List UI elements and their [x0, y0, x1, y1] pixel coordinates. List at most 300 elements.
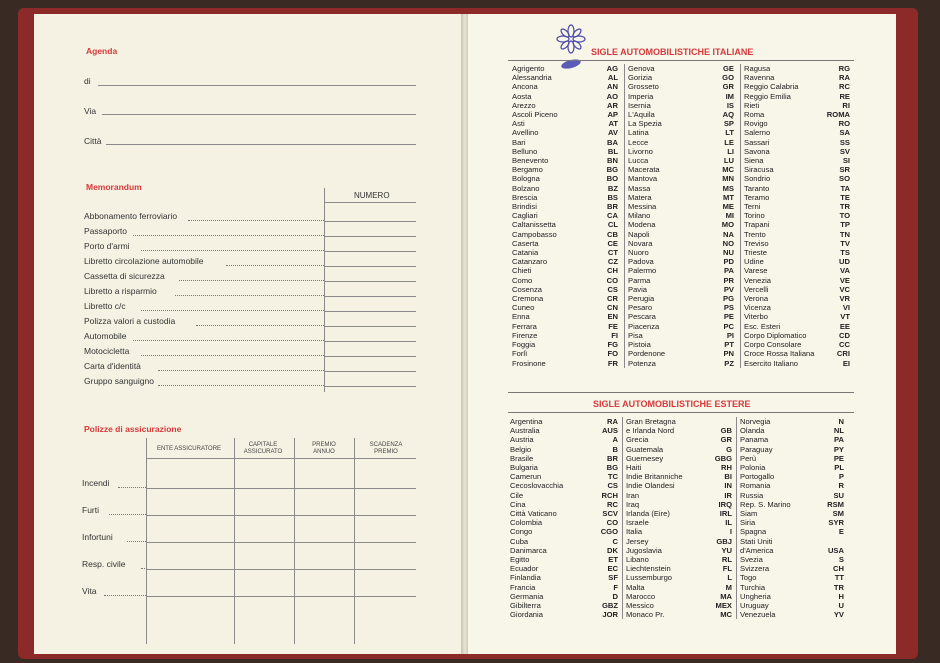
plate-code: GR	[720, 435, 732, 445]
code-row	[626, 555, 732, 564]
memorandum-dots	[179, 280, 324, 281]
col-capitale-line1: CAPITALE	[248, 442, 278, 448]
plate-code: YV	[833, 610, 844, 620]
code-row	[744, 322, 850, 331]
place-name: Massa	[628, 183, 651, 193]
code-row	[744, 239, 850, 248]
code-row	[512, 73, 618, 82]
plate-code: IS	[726, 100, 734, 110]
col-scadenza	[356, 442, 416, 456]
place-name: Ancona	[512, 82, 538, 92]
agenda-title: Agenda	[86, 46, 118, 56]
code-row	[740, 417, 844, 426]
code-row	[512, 312, 618, 321]
code-row	[626, 583, 732, 592]
place-name: Sondrio	[744, 174, 771, 184]
plate-code: PI	[726, 330, 734, 340]
code-row	[744, 165, 850, 174]
place-name: Ferrara	[512, 321, 537, 331]
plate-code: C	[612, 536, 618, 546]
polizza-row-line[interactable]	[146, 542, 416, 543]
place-name: Salerno	[744, 128, 771, 138]
place-name: Corpo Diplomatico	[744, 330, 807, 340]
code-row	[740, 573, 844, 582]
plate-code: USA	[827, 545, 844, 555]
place-name: Brescia	[512, 192, 538, 202]
plate-code: LI	[727, 146, 734, 156]
place-name: Italia	[626, 527, 643, 537]
code-row	[510, 435, 618, 444]
italiane-top-line	[508, 60, 854, 61]
place-name: Germania	[510, 591, 544, 601]
place-name: Cuneo	[512, 303, 535, 313]
code-row	[512, 110, 618, 119]
code-row	[512, 349, 618, 358]
memorandum-item: Abbonamento ferroviario	[84, 211, 178, 221]
plate-code: PT	[724, 340, 734, 350]
plate-code: SYR	[828, 518, 844, 528]
agenda-line-di[interactable]	[98, 85, 416, 86]
plate-code: ME	[722, 202, 734, 212]
plate-code: IN	[724, 481, 732, 491]
memorandum-number-line[interactable]	[324, 341, 416, 342]
plate-code: AP	[607, 110, 618, 120]
plate-code: NL	[833, 426, 844, 436]
place-name: Arezzo	[512, 100, 536, 110]
place-name: Panama	[740, 435, 769, 445]
place-name: Australia	[510, 426, 540, 436]
polizza-row-label: Furti	[82, 505, 99, 515]
code-row	[740, 472, 844, 481]
place-name: Novara	[628, 238, 653, 248]
code-row	[512, 64, 618, 73]
memorandum-dots	[141, 250, 324, 251]
plate-code: TC	[607, 472, 618, 482]
col-ente: ENTE ASSICURATORE	[156, 446, 222, 452]
estere-column	[510, 417, 618, 619]
code-row	[628, 266, 734, 275]
plate-code: GBJ	[716, 536, 732, 546]
code-row	[628, 248, 734, 257]
plate-code: TE	[840, 192, 850, 202]
code-row	[744, 64, 850, 73]
plate-code: PA	[724, 266, 734, 276]
plate-code: CGO	[600, 527, 618, 537]
memorandum-number-line[interactable]	[324, 266, 416, 267]
place-name: Ragusa	[744, 64, 771, 73]
code-row	[512, 322, 618, 331]
code-row	[626, 518, 732, 527]
plate-code: EI	[842, 358, 850, 368]
place-name: Grosseto	[628, 82, 659, 92]
numero-header: NUMERO	[354, 191, 390, 200]
code-row	[626, 435, 732, 444]
place-name: Iran	[626, 490, 640, 500]
plate-code: PY	[833, 444, 844, 454]
place-name: Venezuela	[740, 610, 776, 620]
plate-code: IRQ	[718, 499, 732, 509]
code-row	[510, 518, 618, 527]
memorandum-number-line[interactable]	[324, 251, 416, 252]
polizza-row-dots	[109, 514, 146, 515]
estere-top-line	[508, 412, 854, 413]
place-name: Napoli	[628, 229, 650, 239]
place-name: Città Vaticano	[510, 509, 557, 519]
code-row	[512, 92, 618, 101]
plate-code: S	[838, 555, 844, 565]
memorandum-number-line[interactable]	[324, 356, 416, 357]
plate-code: BZ	[607, 183, 618, 193]
plate-code: AUS	[601, 426, 618, 436]
plate-code: PV	[723, 284, 734, 294]
plate-code: AQ	[722, 110, 734, 120]
plate-code: BI	[724, 472, 732, 482]
place-name: Trapani	[744, 220, 770, 230]
place-name: Lussemburgo	[626, 573, 673, 583]
place-name: Torino	[744, 211, 765, 221]
plate-code: ET	[608, 555, 618, 565]
place-name: Avellino	[512, 128, 539, 138]
plate-code: FO	[607, 349, 618, 359]
polizza-row-label: Resp. civile	[82, 559, 126, 569]
code-row	[626, 546, 732, 555]
place-name: Brindisi	[512, 202, 537, 212]
place-name: Forlì	[512, 349, 528, 359]
col-premio-line2: ANNUO	[313, 449, 335, 455]
code-row	[744, 193, 850, 202]
place-name: Liechtenstein	[626, 564, 671, 574]
place-name: Parma	[628, 275, 651, 285]
code-row	[512, 230, 618, 239]
plate-code: PD	[723, 257, 734, 267]
plate-code: CS	[607, 481, 618, 491]
plate-code: I	[729, 527, 732, 537]
code-row	[628, 202, 734, 211]
polizza-row-dots	[104, 595, 146, 596]
plate-code: RL	[721, 555, 732, 565]
code-row	[510, 527, 618, 536]
code-row	[626, 491, 732, 500]
plate-code: VE	[839, 275, 850, 285]
polizze-header-line	[146, 458, 416, 459]
code-row	[626, 481, 732, 490]
code-row	[744, 340, 850, 349]
plate-code: BG	[606, 463, 618, 473]
place-name: Togo	[740, 573, 757, 583]
place-name: Pavia	[628, 284, 647, 294]
code-row	[744, 184, 850, 193]
code-row	[512, 101, 618, 110]
place-name: Rovigo	[744, 119, 768, 129]
code-row	[510, 445, 618, 454]
code-row	[512, 156, 618, 165]
code-row	[628, 220, 734, 229]
code-row	[744, 359, 850, 368]
code-row	[626, 454, 732, 463]
place-name: Mantova	[628, 174, 658, 184]
code-row	[744, 331, 850, 340]
plate-code: D	[612, 591, 618, 601]
place-name: Bergamo	[512, 165, 543, 175]
code-row	[626, 573, 732, 582]
place-name: Belgio	[510, 444, 532, 454]
code-row	[628, 110, 734, 119]
plate-code: TS	[840, 248, 850, 258]
plate-code: SS	[839, 137, 850, 147]
agenda-line-citta[interactable]	[106, 144, 416, 145]
plate-code: VT	[840, 312, 850, 322]
estere-title: SIGLE AUTOMOBILISTICHE ESTERE	[593, 399, 751, 409]
place-name: Norvegia	[740, 417, 771, 426]
code-row	[512, 276, 618, 285]
place-name: Vercelli	[744, 284, 769, 294]
plate-code: CA	[607, 211, 618, 221]
place-name: Messico	[626, 601, 654, 611]
agenda-line-via[interactable]	[102, 114, 416, 115]
plate-code: MS	[722, 183, 734, 193]
place-name: Taranto	[744, 183, 770, 193]
place-name: Varese	[744, 266, 768, 276]
place-name: Latina	[628, 128, 649, 138]
place-name: Campobasso	[512, 229, 557, 239]
place-name: Gibilterra	[510, 601, 541, 611]
plate-code: IM	[725, 91, 734, 101]
code-row	[744, 92, 850, 101]
memorandum-number-line[interactable]	[324, 371, 416, 372]
code-row	[744, 276, 850, 285]
plate-code: SU	[833, 490, 844, 500]
plate-code: RA	[607, 417, 618, 426]
memorandum-title: Memorandum	[86, 182, 142, 192]
code-row	[744, 349, 850, 358]
polizza-row-line[interactable]	[146, 515, 416, 516]
code-row	[628, 193, 734, 202]
code-row	[510, 537, 618, 546]
code-row	[510, 555, 618, 564]
place-name: Sassari	[744, 137, 770, 147]
code-row	[626, 592, 732, 601]
place-name: Indie Britanniche	[626, 472, 683, 482]
code-row	[510, 583, 618, 592]
code-row	[512, 119, 618, 128]
plate-code: MC	[720, 610, 732, 620]
polizze-vline-3	[294, 438, 295, 644]
polizze-vline-4	[354, 438, 355, 644]
place-name: Malta	[626, 582, 645, 592]
col-premio-line1: PREMIO	[312, 442, 336, 448]
memorandum-number-line[interactable]	[324, 296, 416, 297]
place-name: Cosenza	[512, 284, 542, 294]
polizza-row-line[interactable]	[146, 596, 416, 597]
plate-code: MA	[720, 591, 732, 601]
place-name: Piacenza	[628, 321, 660, 331]
place-name: Firenze	[512, 330, 538, 340]
plate-code: TR	[839, 202, 850, 212]
plate-code: MI	[725, 211, 734, 221]
plate-code: BR	[607, 453, 618, 463]
memorandum-item: Libretto c/c	[84, 301, 126, 311]
place-name: Guernesey	[626, 453, 664, 463]
code-row	[740, 491, 844, 500]
code-row	[512, 294, 618, 303]
code-row	[510, 491, 618, 500]
code-row	[744, 220, 850, 229]
code-row	[626, 500, 732, 509]
plate-code: TT	[834, 573, 844, 583]
plate-code: EC	[607, 564, 618, 574]
place-name: Romania	[740, 481, 771, 491]
plate-code: CO	[606, 518, 618, 528]
plate-code: RSM	[827, 499, 844, 509]
polizza-row-line[interactable]	[146, 488, 416, 489]
code-row	[740, 426, 844, 435]
code-row	[510, 610, 618, 619]
plate-code: PE	[723, 312, 734, 322]
code-row	[510, 509, 618, 518]
place-name: Egitto	[510, 555, 530, 565]
agenda-field-di: di	[84, 76, 91, 86]
code-row	[628, 147, 734, 156]
place-name: Iraq	[626, 499, 640, 509]
code-row	[626, 527, 732, 536]
memorandum-item: Libretto circolazione automobile	[84, 256, 204, 266]
plate-code: RI	[842, 100, 850, 110]
plate-code: PL	[834, 463, 844, 473]
code-row	[512, 220, 618, 229]
plate-code: MN	[722, 174, 734, 184]
code-row	[512, 359, 618, 368]
place-name: Pesaro	[628, 303, 653, 313]
place-name: Israele	[626, 518, 649, 528]
place-name: Finlandia	[510, 573, 541, 583]
plate-code: SM	[832, 509, 844, 519]
code-row	[510, 564, 618, 573]
memorandum-number-line[interactable]	[324, 311, 416, 312]
plate-code: P	[838, 472, 844, 482]
code-row	[740, 610, 844, 619]
place-name: Roma	[744, 110, 765, 120]
place-name: Teramo	[744, 192, 770, 202]
code-row	[628, 257, 734, 266]
place-name: Pordenone	[628, 349, 666, 359]
place-name: Uruguay	[740, 601, 769, 611]
code-row	[628, 184, 734, 193]
place-name: Caserta	[512, 238, 539, 248]
code-row	[740, 454, 844, 463]
italiane-column-divider	[624, 64, 625, 368]
plate-code: BL	[607, 146, 618, 156]
place-name: Giordania	[510, 610, 543, 620]
place-name: Bari	[512, 137, 526, 147]
code-row	[628, 165, 734, 174]
plate-code: SF	[608, 573, 618, 583]
code-row	[628, 359, 734, 368]
plate-code: CR	[607, 294, 618, 304]
section-divider	[508, 392, 854, 393]
plate-code: LT	[725, 128, 734, 138]
code-row	[510, 472, 618, 481]
left-page	[34, 14, 462, 654]
plate-code: TP	[840, 220, 850, 230]
code-row	[744, 147, 850, 156]
plate-code: JOR	[602, 610, 618, 620]
code-row	[744, 82, 850, 91]
place-name: Lecce	[628, 137, 649, 147]
place-name: Siena	[744, 156, 764, 166]
memorandum-number-line[interactable]	[324, 221, 416, 222]
italiane-column-divider	[740, 64, 741, 368]
code-row	[628, 101, 734, 110]
place-name: Modena	[628, 220, 656, 230]
plate-code: GR	[722, 82, 734, 92]
code-row	[512, 303, 618, 312]
plate-code: AV	[608, 128, 618, 138]
place-name: Frosinone	[512, 358, 546, 368]
place-name: Udine	[744, 257, 764, 267]
memorandum-number-line[interactable]	[324, 326, 416, 327]
place-name: Nuoro	[628, 248, 649, 258]
plate-code: VI	[842, 303, 850, 313]
place-name: Cile	[510, 490, 524, 500]
plate-code: IL	[725, 518, 732, 528]
plate-code: CO	[606, 275, 618, 285]
code-row	[744, 230, 850, 239]
plate-code: MO	[721, 220, 734, 230]
numero-column-divider	[324, 188, 325, 392]
place-name: Austria	[510, 435, 534, 445]
place-name: Caltanissetta	[512, 220, 556, 230]
place-name: Cremona	[512, 294, 544, 304]
place-name: Guatemala	[626, 444, 664, 454]
code-row	[744, 73, 850, 82]
code-row	[744, 174, 850, 183]
code-row	[740, 481, 844, 490]
estere-column-divider	[736, 417, 737, 619]
code-row	[512, 285, 618, 294]
memorandum-number-line[interactable]	[324, 386, 416, 387]
code-row	[512, 174, 618, 183]
code-row	[512, 239, 618, 248]
place-name: Alessandria	[512, 73, 552, 83]
plate-code: CN	[607, 303, 618, 313]
code-row	[628, 294, 734, 303]
right-page	[468, 14, 896, 654]
code-row	[740, 555, 844, 564]
code-row	[740, 527, 844, 536]
code-row	[628, 285, 734, 294]
memorandum-dots	[158, 370, 324, 371]
polizza-row-dots	[118, 487, 146, 488]
memorandum-number-line[interactable]	[324, 236, 416, 237]
place-name: Jugoslavia	[626, 545, 662, 555]
polizza-row-line[interactable]	[146, 569, 416, 570]
memorandum-number-line[interactable]	[324, 281, 416, 282]
plate-code: TR	[833, 582, 844, 592]
plate-code: RA	[839, 73, 850, 83]
code-row	[626, 445, 732, 454]
place-name: Catania	[512, 248, 539, 258]
col-scadenza-line1: SCADENZA	[369, 442, 403, 448]
plate-code: NU	[723, 248, 734, 258]
place-name: Svezia	[740, 555, 763, 565]
code-row	[628, 174, 734, 183]
plate-code: CH	[833, 564, 844, 574]
place-name: Foggia	[512, 340, 536, 350]
place-name: Livorno	[628, 146, 653, 156]
plate-code: AT	[608, 119, 618, 129]
italiane-title: SIGLE AUTOMOBILISTICHE ITALIANE	[591, 47, 754, 57]
plate-code: RG	[838, 64, 850, 73]
